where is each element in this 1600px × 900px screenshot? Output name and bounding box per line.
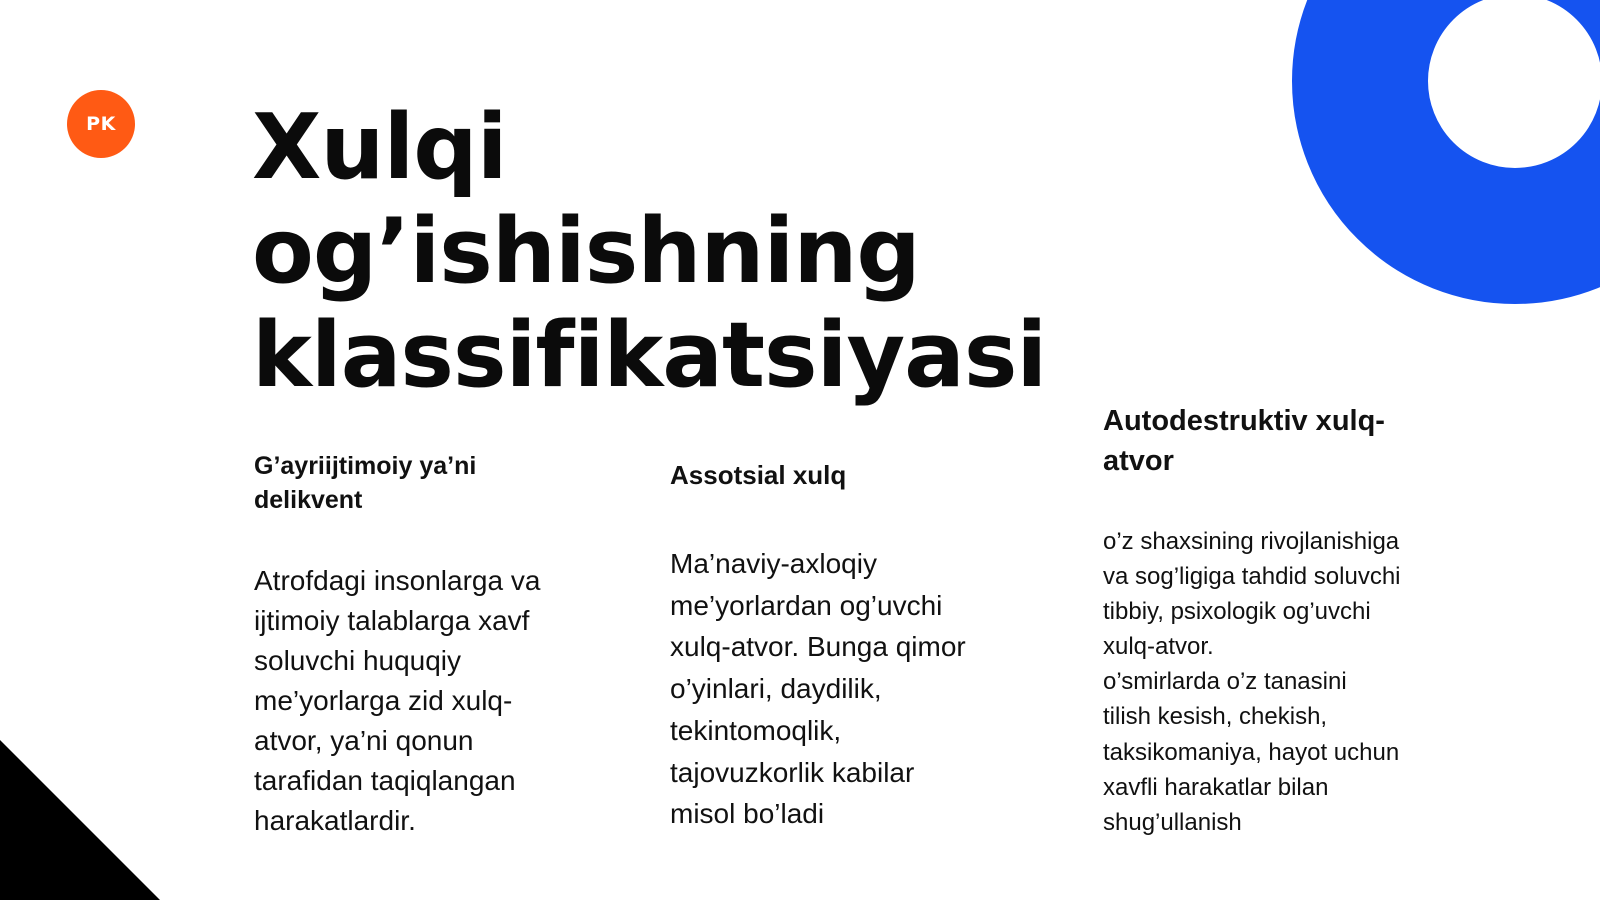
title-line-1: Xulqi — [252, 95, 507, 200]
black-corner-triangle — [0, 740, 160, 900]
pk-logo-text: PK — [86, 113, 116, 135]
asocial-heading: Assotsial xulq — [670, 460, 847, 490]
title-line-2: og’ishishning — [252, 199, 920, 304]
delinquent-description: Atrofdagi insonlarga va ijtimoiy talablarga xavf soluvchi huquqiy me’yorlarga zid xulq- atvor, ya’ni qonun tarafidan taqiqlangan harakatlardir. — [254, 565, 541, 836]
pk-logo — [67, 90, 135, 158]
title-line-3: klassifikatsiyasi — [252, 303, 1047, 408]
slide-title — [252, 96, 1046, 408]
asocial-description: Ma’naviy-axloqiy me’yorlardan og’uvchi xulq-atvor. Bunga qimor o’yinlari, daydilik, tekintomoqlik, tajovuzkorlik kabilar misol bo’ladi — [670, 548, 966, 830]
autodestructive-description: o’z shaxsining rivojlanishiga va sog’ligiga tahdid soluvchi tibbiy, psixologik og’uvchi xulq-atvor. o’smirlarda o’z tanasini tilish kesish, chekish, taksikomaniya, hayot uchun xavfli harakatlar bilan shug’ullanish — [1103, 528, 1401, 836]
delinquent-heading: G’ayriijtimoiy ya’ni delikvent — [254, 452, 477, 514]
blue-ring-decoration — [1292, 0, 1600, 304]
autodestructive-heading: Autodestruktiv xulq- atvor — [1103, 405, 1385, 477]
